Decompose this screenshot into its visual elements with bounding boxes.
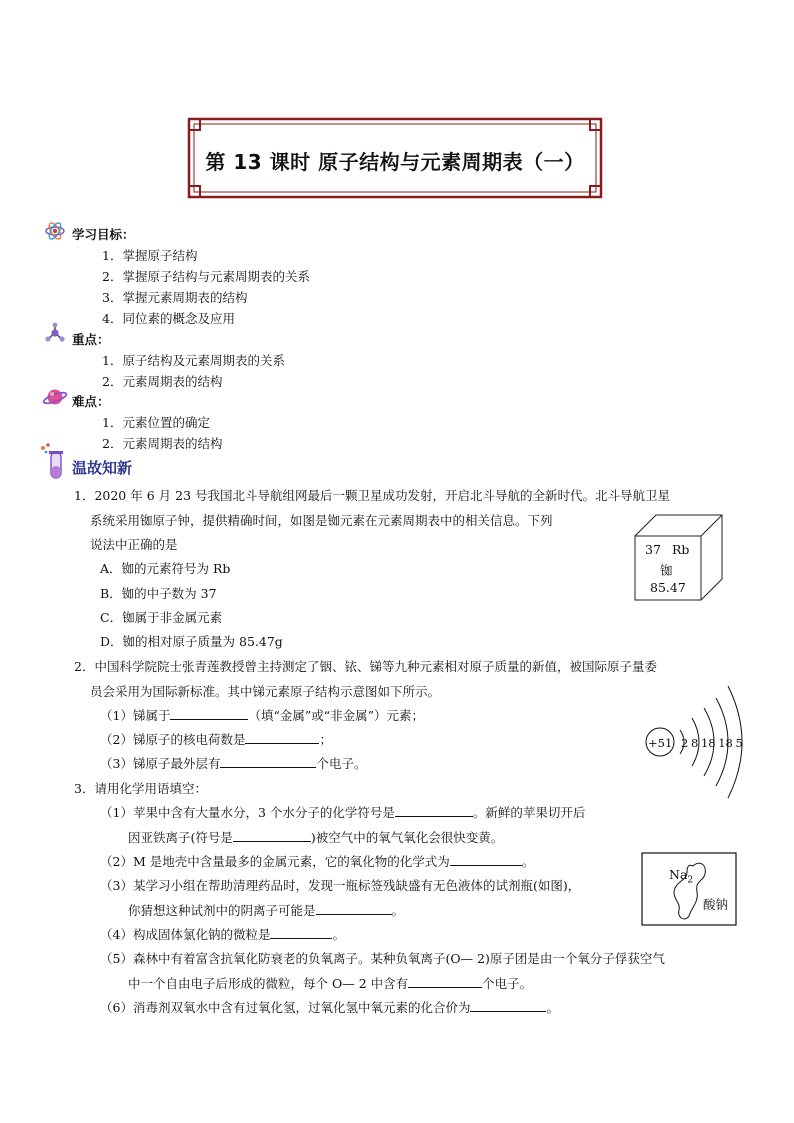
q1-option-b: B．铷的中子数为 37 (100, 586, 217, 601)
label-subscript: 2 (687, 875, 694, 886)
nucleus-charge: +51 (648, 736, 673, 750)
q3-text: （2）M 是地壳中含量最多的金属元素，它的氧化物的化学式为 (100, 854, 450, 869)
q3-text: （4）构成固体氯化钠的微粒是 (100, 927, 271, 942)
objective-item: 3．掌握元素周期表的结构 (102, 290, 248, 305)
difficulties-label: 难点： (72, 394, 110, 409)
key-points-section (44, 322, 66, 348)
shell-electrons: 2 8 18 18 5 (681, 736, 743, 750)
q3-s3: （3）某学习小组在帮助清理药品时，发现一瓶标签残缺盛有无色液体的试剂瓶(如图)， (100, 878, 581, 893)
label-na: Na (669, 867, 688, 882)
atom-structure-diagram (640, 678, 750, 806)
q1-option-d: D．铷的相对原子质量为 85.47g (100, 634, 283, 649)
answer-blank[interactable] (233, 829, 311, 842)
q3-s1-cont (128, 828, 503, 846)
q2-sub1 (100, 706, 424, 724)
q2-sub1-text: （填“金属”或“非金属”）元素； (248, 708, 425, 723)
answer-blank[interactable] (450, 853, 522, 866)
torn-label-outline (641, 852, 737, 926)
answer-blank[interactable] (316, 902, 392, 915)
key-points-label: 重点： (72, 332, 110, 347)
molecule-icon (44, 322, 66, 344)
objective-item: 4．同位素的概念及应用 (102, 311, 235, 326)
answer-blank[interactable] (245, 731, 319, 744)
test-tube-icon (38, 442, 66, 482)
q3-text: 个电子。 (482, 976, 533, 991)
q3-s1 (100, 803, 585, 821)
answer-blank[interactable] (395, 804, 473, 817)
answer-blank[interactable] (470, 999, 546, 1012)
q2-sub3-text: 个电子。 (316, 756, 367, 771)
element-symbol: Rb (672, 542, 690, 557)
q3-s3-cont (128, 901, 404, 919)
q3-text: 。 (521, 854, 535, 869)
q2-sub3 (100, 754, 366, 772)
objectives-section (44, 220, 66, 246)
q3-text: 。 (332, 927, 345, 942)
objectives-label: 学习目标： (72, 227, 135, 242)
q2-sub2-text: ； (319, 732, 332, 747)
label-name: 酸钠 (703, 897, 729, 912)
q1-option-a: A．铷的元素符号为 Rb (100, 561, 231, 576)
q3-s6 (100, 998, 559, 1016)
key-point-item: 2．元素周期表的结构 (102, 374, 223, 389)
q3-text: )被空气中的氧气氧化会很快变黄。 (310, 830, 504, 845)
q2-line: 员会采用为国际新标准。其中锑元素原子结构示意图如下所示。 (90, 684, 441, 699)
reagent-label (641, 852, 737, 926)
review-heading: 温故知新 (72, 459, 133, 477)
q2-sub2 (100, 730, 332, 748)
q3-s4 (100, 925, 345, 943)
difficulties-section (42, 384, 68, 414)
q3-text: 。 (546, 1000, 559, 1015)
q3-text: （1）苹果中含有大量水分，3 个水分子的化学符号是 (100, 805, 395, 820)
q3-text: 。新鲜的苹果切开后 (472, 805, 586, 820)
q3-s5-cont (128, 974, 532, 992)
objective-item: 1．掌握原子结构 (102, 248, 198, 263)
planet-icon (42, 384, 68, 410)
answer-blank[interactable] (408, 975, 482, 988)
atom-icon (44, 220, 66, 242)
key-point-item: 1．原子结构及元素周期表的关系 (102, 353, 285, 368)
q1-option-c: C．铷属于非金属元素 (100, 610, 223, 625)
element-name: 铷 (660, 563, 673, 578)
q1-line: 1．2020 年 6 月 23 号我国北斗导航组网最后一颗卫星成功发射，开启北斗导航的全新时代。北斗导航卫星 (74, 488, 670, 503)
review-section (38, 442, 66, 486)
q3-text: 因亚铁离子(符号是 (128, 830, 233, 845)
q1-line: 说法中正确的是 (90, 537, 178, 552)
q3-intro: 3．请用化学用语填空： (74, 781, 207, 796)
q3-text: （6）消毒剂双氧水中含有过氧化氢，过氧化氢中氧元素的化合价为 (100, 1000, 471, 1015)
objective-item: 2．掌握原子结构与元素周期表的关系 (102, 269, 310, 284)
q2-sub2-text: （2）锑原子的核电荷数是 (100, 732, 246, 747)
q1-line: 系统采用铷原子钟，提供精确时间，如图是铷元素在元素周期表中的相关信息。下列 (90, 513, 553, 528)
element-cube (634, 514, 724, 602)
title-frame (186, 116, 604, 200)
q3-text: 你猜想这种试剂中的阴离子可能是 (128, 903, 316, 918)
q3-text: 中一个自由电子后形成的微粒，每个 O— 2 中含有 (128, 976, 409, 991)
q3-text: 。 (391, 903, 405, 918)
answer-blank[interactable] (270, 926, 332, 939)
element-mass: 85.47 (650, 580, 686, 595)
q2-line: 2．中国科学院院士张青莲教授曾主持测定了铟、铱、锑等九种元素相对原子质量的新值，被国际原子量委 (74, 659, 657, 674)
difficulty-item: 1．元素位置的确定 (102, 415, 210, 430)
page-title: 第 13 课时 原子结构与元素周期表（一） (205, 150, 585, 174)
answer-blank[interactable] (170, 707, 248, 720)
element-number: 37 (645, 542, 661, 557)
q2-sub1-text: （1）锑属于 (100, 708, 171, 723)
q3-s5: （5）森林中有着富含抗氧化防衰老的负氧离子。某种负氧离子(O— 2)原子团是由一个氧分子俘获空气 (100, 951, 665, 966)
q3-s2 (100, 852, 534, 870)
difficulty-item: 2．元素周期表的结构 (102, 436, 223, 451)
q2-sub3-text: （3）锑原子最外层有 (100, 756, 221, 771)
label-formula (669, 867, 693, 886)
answer-blank[interactable] (220, 755, 316, 768)
